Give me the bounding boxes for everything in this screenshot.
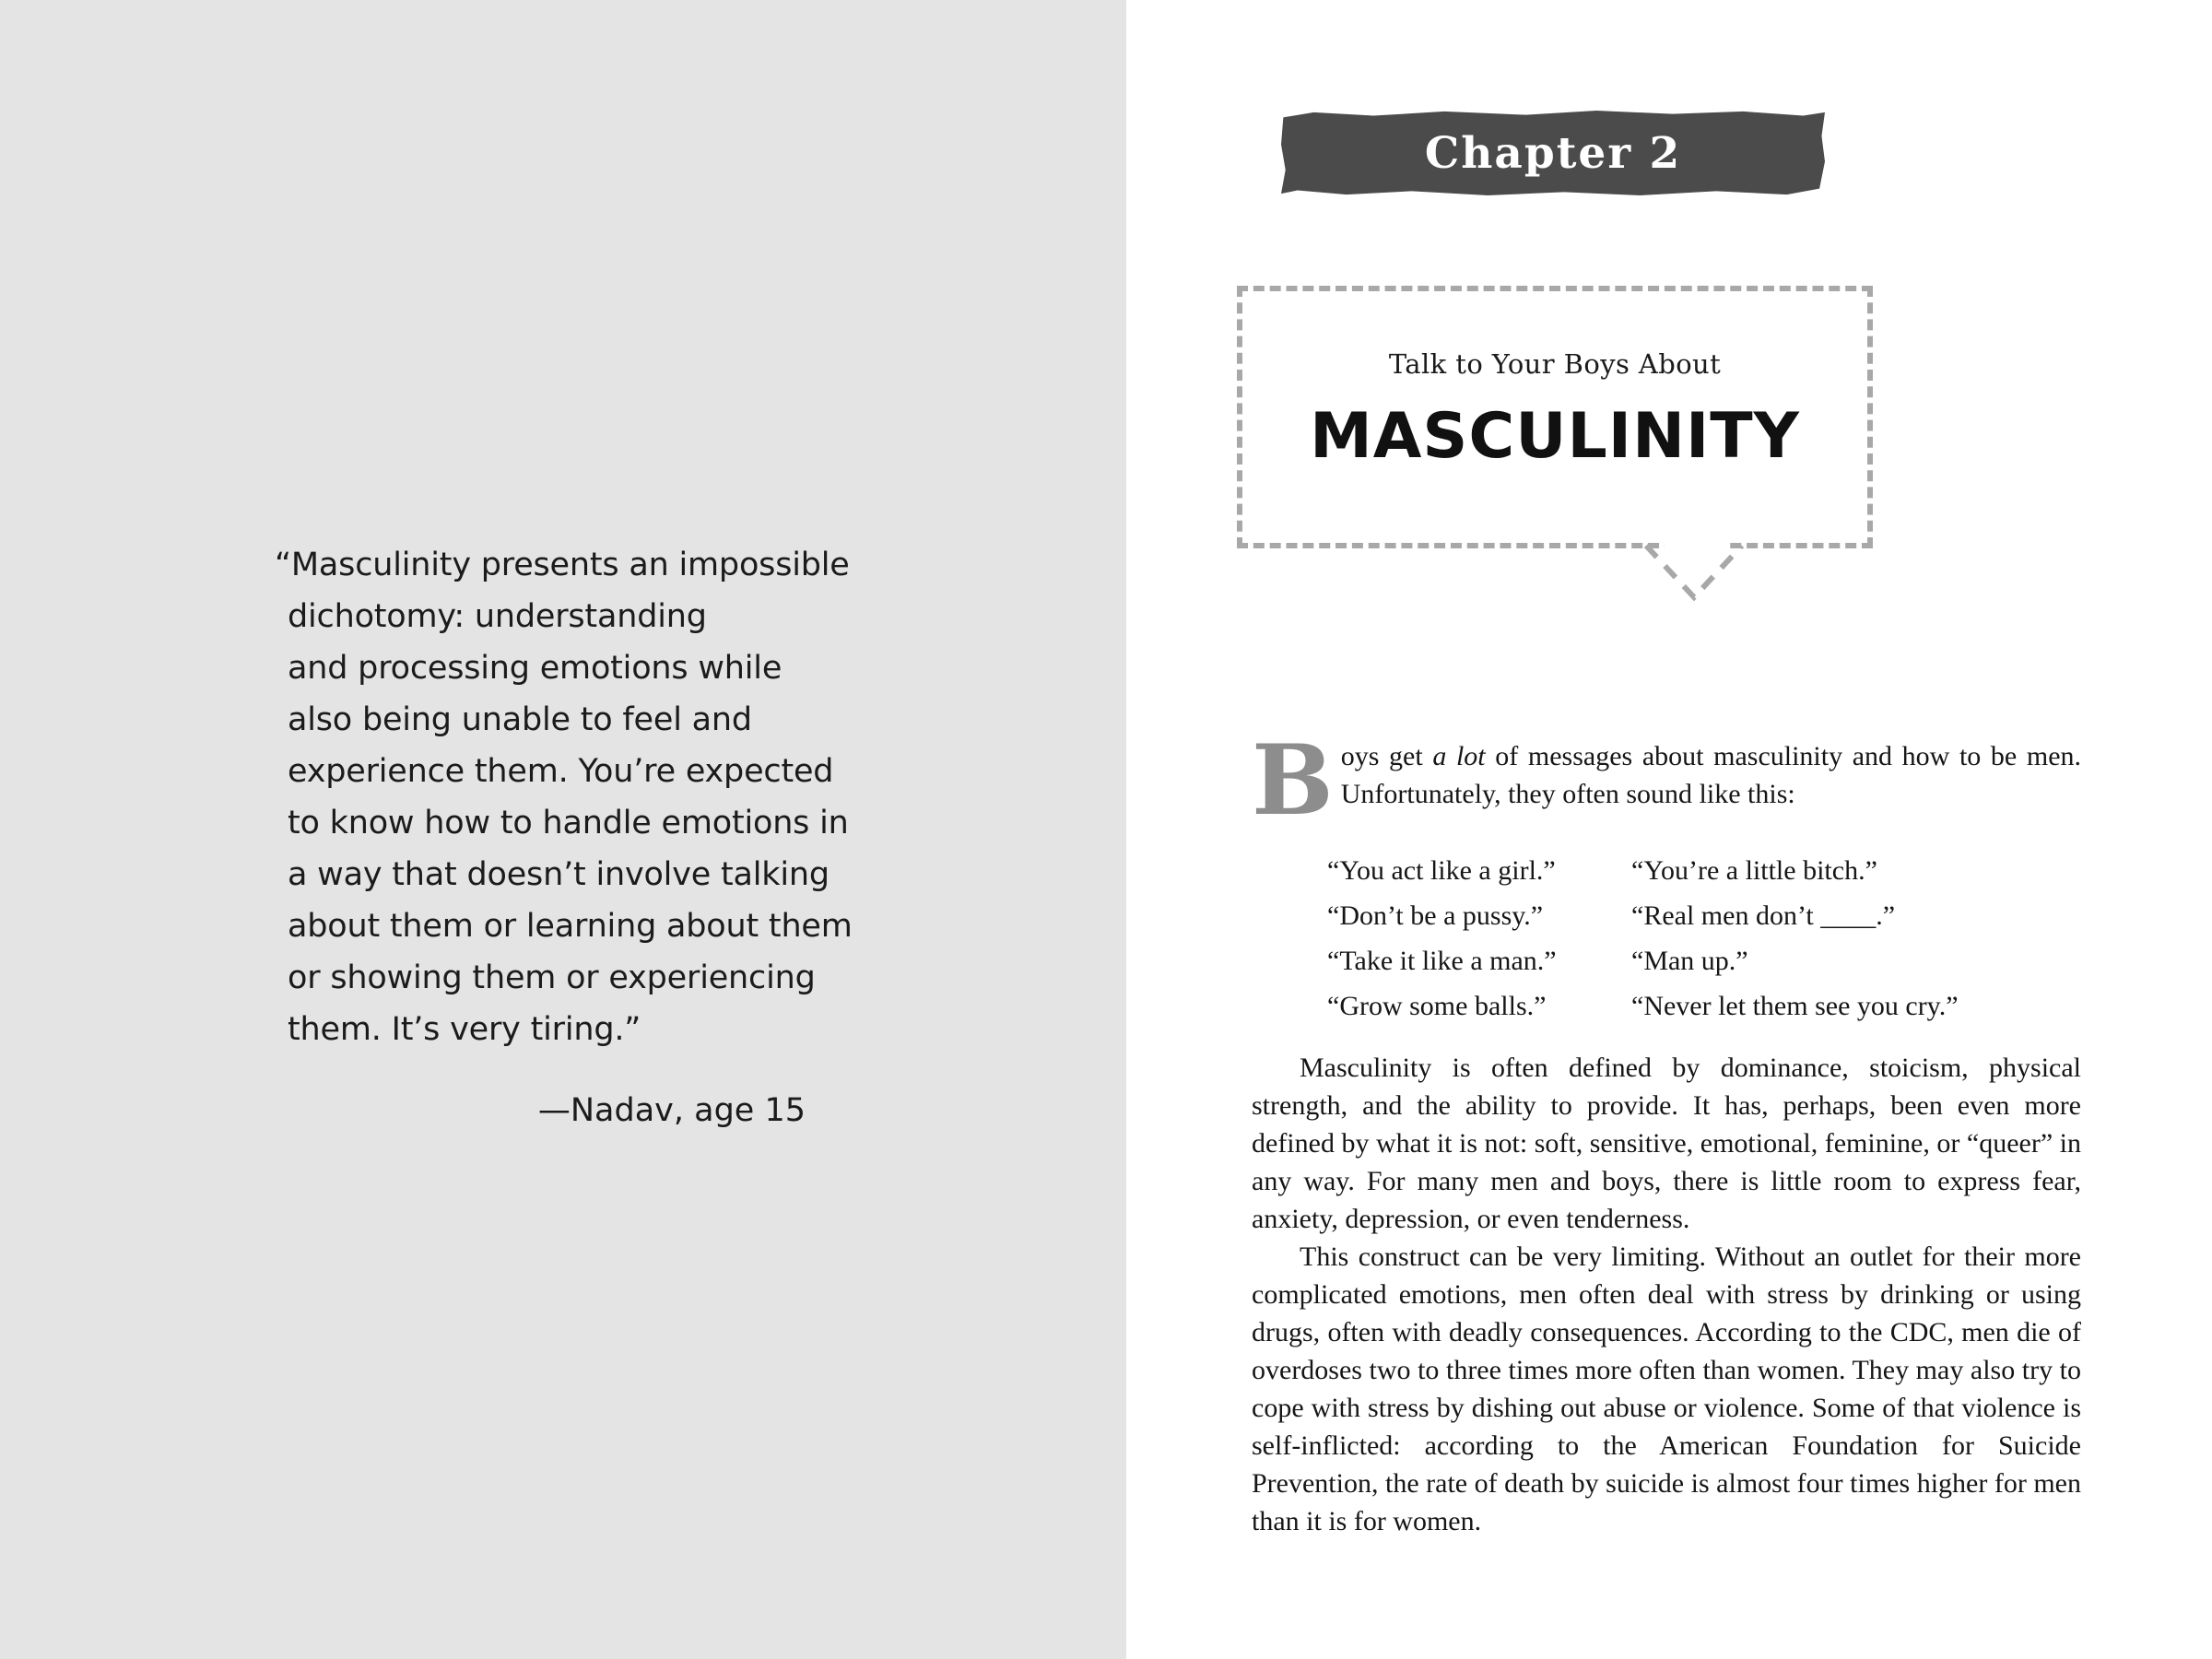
example-quote: “Man up.”	[1631, 946, 1748, 976]
example-quotes-grid	[1327, 852, 2081, 1025]
example-quote: “Real men don’t ____.”	[1631, 900, 1896, 931]
quote-line: a way that doesn’t involve talking	[288, 856, 830, 893]
intro-rest: of messages about masculinity and how to be men. Unfortunately, they often sound like this:	[1340, 741, 2082, 809]
quote-line: or showing them or experiencing	[288, 959, 816, 996]
speech-tail-icon	[1642, 542, 1746, 603]
quote-line: to know how to handle emotions in	[288, 805, 849, 841]
quote-line: also being unable to feel and	[288, 701, 752, 738]
pull-quote-text	[275, 539, 877, 1055]
pull-quote	[275, 539, 877, 1129]
drop-cap: B	[1252, 723, 1334, 837]
chapter-banner	[1281, 111, 1825, 195]
example-quote: “You’re a little bitch.”	[1631, 855, 1877, 886]
quote-line: dichotomy: understanding	[288, 598, 707, 635]
right-page	[1126, 0, 2212, 1659]
quote-line: experience them. You’re expected	[288, 753, 834, 790]
intro-italic: a lot	[1432, 741, 1486, 771]
speech-tail-mask	[1665, 539, 1725, 550]
example-quote: “Don’t be a pussy.”	[1327, 900, 1544, 931]
chapter-title: MASCULINITY	[1310, 400, 1800, 473]
intro-lead: oys get	[1340, 741, 1433, 771]
example-quote: “You act like a girl.”	[1327, 855, 1556, 886]
chapter-eyebrow: Talk to Your Boys About	[1388, 348, 1722, 380]
quote-line: about them or learning about them	[288, 908, 853, 945]
intro-paragraph	[1252, 723, 2082, 837]
example-quote: “Never let them see you cry.”	[1631, 991, 1959, 1021]
quote-line: and processing emotions while	[288, 650, 782, 687]
quote-attribution: —Nadav, age 15	[537, 1092, 806, 1129]
quote-line: them. It’s very tiring.”	[288, 1011, 641, 1048]
example-quote: “Grow some balls.”	[1327, 991, 1547, 1021]
body-paragraph: Masculinity is often defined by dominance, stoicism, physical strength, and the ability to provide. It has, perhaps, been even more defined by what it is not: soft, sensitive, emotional, feminine, or “queer” in any way. For many men and boys, there is little room to express fear, anxiety, depression, or even tenderness.	[1252, 1053, 2081, 1234]
chapter-title-speech-box	[1237, 286, 1873, 548]
example-quote: “Take it like a man.”	[1327, 946, 1557, 976]
quote-line: “Masculinity presents an impossible	[275, 547, 850, 583]
body-paragraph: This construct can be very limiting. Without an outlet for their more complicated emotions, men often deal with stress by drinking or using drugs, often with deadly consequences. According to the CDC, men die of overdoses two to three times more often than women. They may also try to cope with stress by dishing out abuse or violence. Some of that violence is self-inflicted: according to the American Foundation for Suicide Prevention, the rate of death by suicide is almost four times higher for men than it is for women.	[1252, 1241, 2081, 1536]
body-text-column	[1252, 723, 2082, 1540]
chapter-label: Chapter 2	[1424, 127, 1682, 179]
